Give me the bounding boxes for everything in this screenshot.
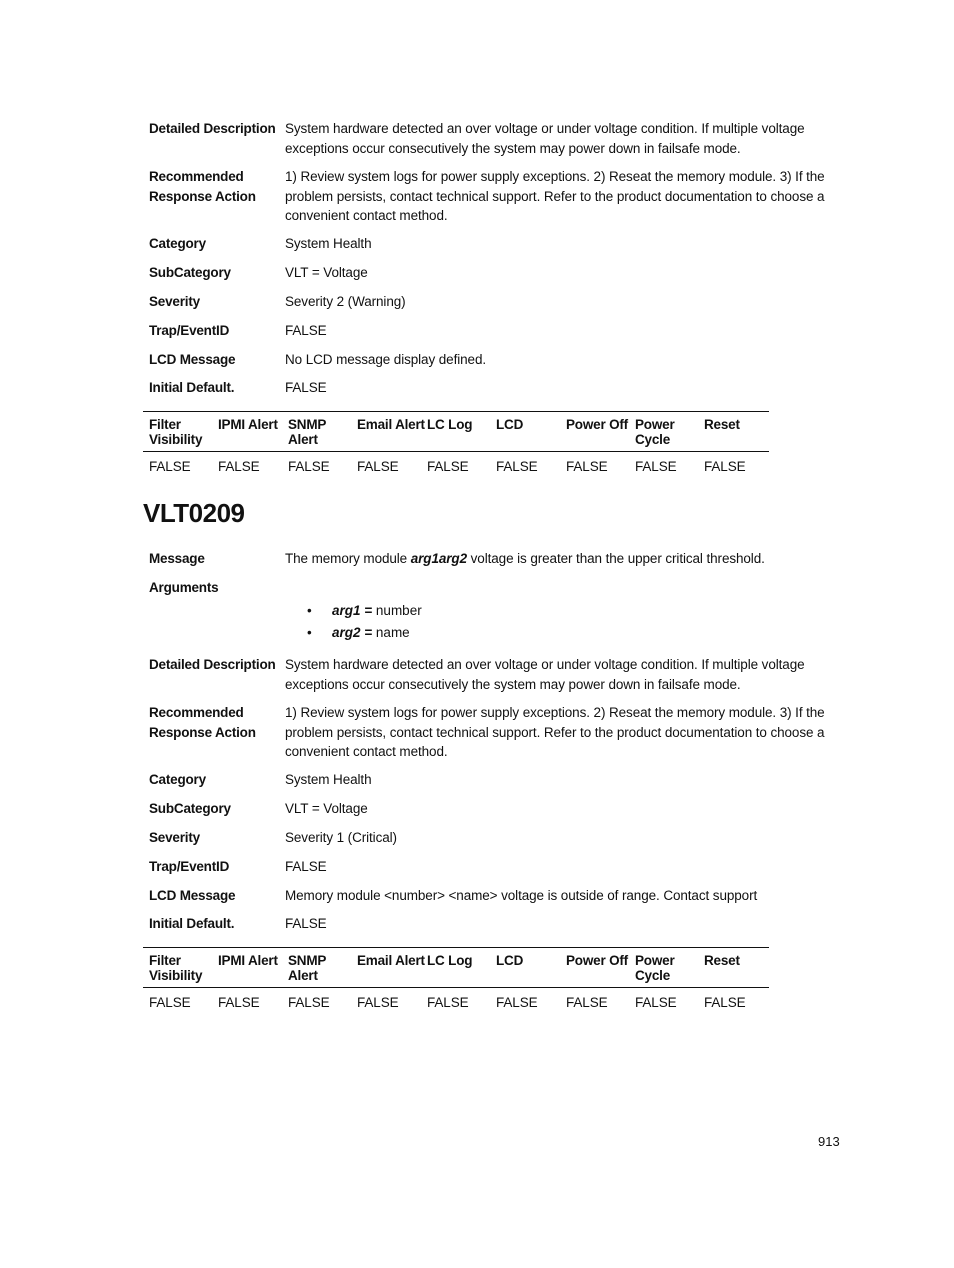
field-value: 1) Review system logs for power supply exceptions. 2) Reseat the memory module. 3) If the problem persists, contact technical support. Refer to the product documentation to choose a convenient contact method. <box>285 169 825 223</box>
header-power-cycle: Power Cycle <box>635 417 675 447</box>
message-text-start: The memory module <box>285 551 411 566</box>
field-label: SubCategory <box>149 801 231 816</box>
field-label: Severity <box>149 830 200 845</box>
cell-reset: FALSE <box>704 995 746 1010</box>
bullet-icon: • <box>307 603 312 618</box>
cell-power-cycle: FALSE <box>635 995 677 1010</box>
header-filter-visibility: Filter Visibility <box>149 417 203 447</box>
header-filter-visibility: Filter Visibility <box>149 953 203 983</box>
field-label: Initial Default. <box>149 380 235 395</box>
table-top-rule <box>143 947 769 948</box>
field-label: Trap/EventID <box>149 859 230 874</box>
cell-reset: FALSE <box>704 459 746 474</box>
header-power-cycle: Power Cycle <box>635 953 675 983</box>
cell-email-alert: FALSE <box>357 995 399 1010</box>
cell-power-off: FALSE <box>566 995 608 1010</box>
argument-item <box>285 622 422 644</box>
header-lc-log: LC Log <box>427 417 473 432</box>
field-label: Recommended Response Action <box>149 169 256 204</box>
field-value: System Health <box>285 772 372 787</box>
header-lc-log: LC Log <box>427 953 473 968</box>
field-value: Severity 1 (Critical) <box>285 830 397 845</box>
field-value <box>285 549 825 569</box>
argument-item <box>285 600 422 622</box>
field-value: FALSE <box>285 380 327 395</box>
page-number: 913 <box>818 1134 840 1149</box>
field-value: System hardware detected an over voltage or under voltage condition. If multiple voltage exceptions occur consecutively the system may power down in failsafe mode. <box>285 121 805 156</box>
field-label: Detailed Description <box>149 121 276 136</box>
field-value: System Health <box>285 236 372 251</box>
field-value: Memory module <number> <name> voltage is outside of range. Contact support <box>285 888 758 903</box>
cell-lcd: FALSE <box>496 995 538 1010</box>
field-value: System hardware detected an over voltage or under voltage condition. If multiple voltage exceptions occur consecutively the system may power down in failsafe mode. <box>285 657 805 692</box>
field-value: VLT = Voltage <box>285 801 368 816</box>
cell-ipmi-alert: FALSE <box>218 459 260 474</box>
field-label: Severity <box>149 294 200 309</box>
cell-lcd: FALSE <box>496 459 538 474</box>
cell-filter-visibility: FALSE <box>149 995 191 1010</box>
header-ipmi-alert: IPMI Alert <box>218 417 278 432</box>
header-power-off: Power Off <box>566 953 628 968</box>
cell-power-off: FALSE <box>566 459 608 474</box>
argument-separator: = <box>360 603 376 618</box>
header-snmp-alert: SNMP Alert <box>288 953 326 983</box>
field-label: Initial Default. <box>149 916 235 931</box>
field-label: Arguments <box>149 580 219 595</box>
field-value: No LCD message display defined. <box>285 352 487 367</box>
field-label: Category <box>149 236 206 251</box>
field-value: FALSE <box>285 916 327 931</box>
table-header-rule <box>143 451 769 452</box>
cell-email-alert: FALSE <box>357 459 399 474</box>
message-id-heading: VLT0209 <box>143 498 245 528</box>
cell-power-cycle: FALSE <box>635 459 677 474</box>
argument-value: name <box>375 625 410 640</box>
cell-lc-log: FALSE <box>427 459 469 474</box>
field-value: Severity 2 (Warning) <box>285 294 406 309</box>
bullet-icon: • <box>307 625 312 640</box>
argument-name: arg2 <box>332 625 361 640</box>
message-arg2: arg2 <box>438 551 467 566</box>
header-email-alert: Email Alert <box>357 953 425 968</box>
field-label: Message <box>149 551 205 566</box>
header-lcd: LCD <box>496 417 524 432</box>
field-label: Recommended Response Action <box>149 705 256 740</box>
cell-filter-visibility: FALSE <box>149 459 191 474</box>
field-value: FALSE <box>285 859 327 874</box>
argument-name: arg1 <box>332 603 361 618</box>
field-label: LCD Message <box>149 888 236 903</box>
detail-row-arguments <box>149 578 829 648</box>
message-text-end: voltage is greater than the upper critical threshold. <box>467 551 765 566</box>
arguments-list <box>285 600 422 644</box>
header-lcd: LCD <box>496 953 524 968</box>
field-label: Trap/EventID <box>149 323 230 338</box>
field-label: SubCategory <box>149 265 231 280</box>
field-label: Detailed Description <box>149 657 276 672</box>
table-top-rule <box>143 411 769 412</box>
header-power-off: Power Off <box>566 417 628 432</box>
table-header-rule <box>143 987 769 988</box>
argument-value: number <box>375 603 422 618</box>
field-value: FALSE <box>285 323 327 338</box>
field-value: VLT = Voltage <box>285 265 368 280</box>
cell-ipmi-alert: FALSE <box>218 995 260 1010</box>
header-snmp-alert: SNMP Alert <box>288 417 326 447</box>
header-email-alert: Email Alert <box>357 417 425 432</box>
argument-separator: = <box>360 625 376 640</box>
field-label: Category <box>149 772 206 787</box>
message-arg1: arg1 <box>410 551 439 566</box>
cell-snmp-alert: FALSE <box>288 995 330 1010</box>
header-ipmi-alert: IPMI Alert <box>218 953 278 968</box>
header-reset: Reset <box>704 953 740 968</box>
cell-snmp-alert: FALSE <box>288 459 330 474</box>
header-reset: Reset <box>704 417 740 432</box>
field-label: LCD Message <box>149 352 236 367</box>
cell-lc-log: FALSE <box>427 995 469 1010</box>
field-value: 1) Review system logs for power supply exceptions. 2) Reseat the memory module. 3) If the problem persists, contact technical support. Refer to the product documentation to choose a convenient contact method. <box>285 705 825 759</box>
